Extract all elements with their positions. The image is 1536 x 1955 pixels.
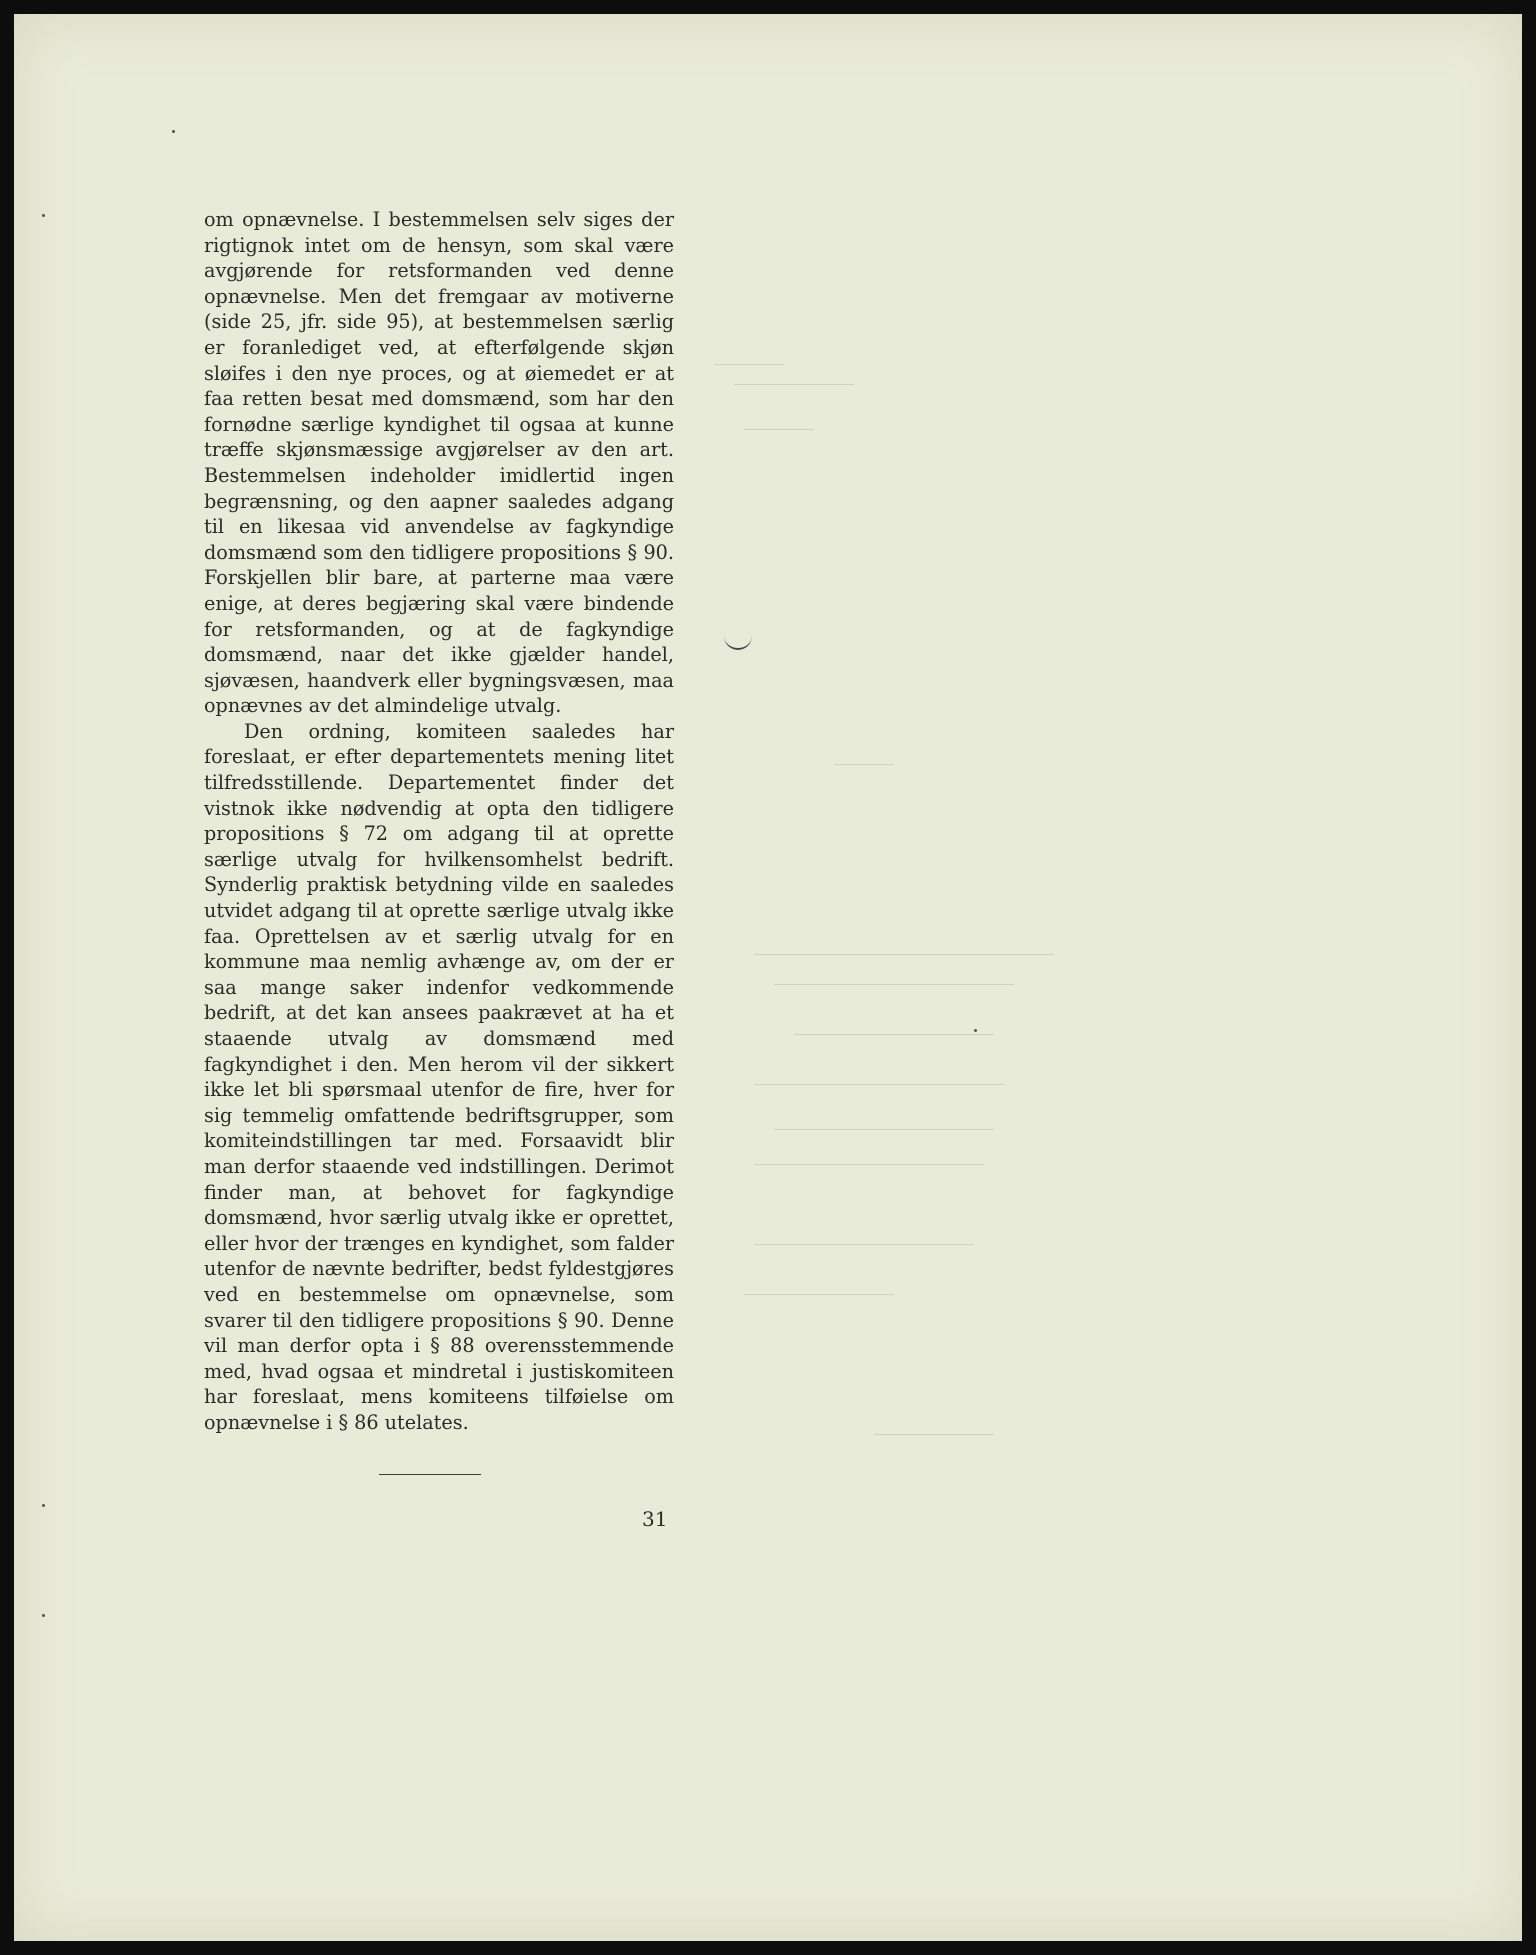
footer-rule bbox=[379, 1474, 481, 1475]
page-number: 31 bbox=[642, 1507, 668, 1531]
scanned-page bbox=[14, 14, 1522, 1941]
speck bbox=[42, 1504, 45, 1507]
speck bbox=[172, 130, 175, 133]
speck bbox=[974, 1029, 977, 1032]
text-column bbox=[204, 207, 674, 1436]
paragraph-2: Den ordning, komiteen saaledes har foreslaat, er efter departementets mening litet tilfredsstillende. Departementet finder det vistnok ikke nødvendig at opta den tidligere propositions § 72 om adgang til at oprette særlige utvalg for hvilkensomhelst bedrift. Synderlig praktisk betydning vilde en saaledes utvidet adgang til at oprette særlige utvalg ikke faa. Oprettelsen av et særlig utvalg for en kommune maa nemlig avhænge av, om der er saa mange saker indenfor vedkommende bedrift, at det kan ansees paakrævet at ha et staaende utvalg av domsmænd med fagkyndighet i den. Men herom vil der sikkert ikke let bli spørsmaal utenfor de fire, hver for sig temmelig omfattende bedriftsgrupper, som komiteindstillingen tar med. Forsaavidt blir man derfor staaende ved indstillingen. Derimot finder man, at behovet for fagkyndige domsmænd, hvor særlig utvalg ikke er oprettet, eller hvor der trænges en kyndighet, som falder utenfor de nævnte bedrifter, bedst fyldestgjøres ved en bestemmelse om opnævnelse, som svarer til den tidligere propositions § 90. Denne vil man derfor opta i § 88 overensstemmende med, hvad ogsaa et mindretal i justiskomiteen har foreslaat, mens komiteens tilføielse om opnævnelse i § 86 utelates. bbox=[204, 719, 674, 1434]
bleed-through-shadow bbox=[714, 294, 1354, 1494]
paragraph-1: om opnævnelse. I bestemmelsen selv siges der rigtignok intet om de hensyn, som skal være avgjørende for retsformanden ved denne opnævnelse. Men det fremgaar av motiverne (side 25, jfr. side 95), at bestemmelsen særlig er foranlediget ved, at efterfølgende skjøn sløifes i den nye proces, og at øiemedet er at faa retten besat med domsmænd, som har den fornødne særlige kyndighet til ogsaa at kunne træffe skjønsmæssige avgjørelser av den art. Bestemmelsen indeholder imidlertid ingen begrænsning, og den aapner saaledes adgang til en likesaa vid anvendelse av fagkyndige domsmænd som den tidligere propositions § 90. Forskjellen blir bare, at parterne maa være enige, at deres begjæring skal være bindende for retsformanden, og at de fagkyndige domsmænd, naar det ikke gjælder handel, sjøvæsen, haandverk eller bygningsvæsen, maa opnævnes av det almindelige utvalg. bbox=[204, 208, 674, 718]
speck bbox=[42, 1614, 45, 1617]
speck bbox=[42, 214, 45, 217]
